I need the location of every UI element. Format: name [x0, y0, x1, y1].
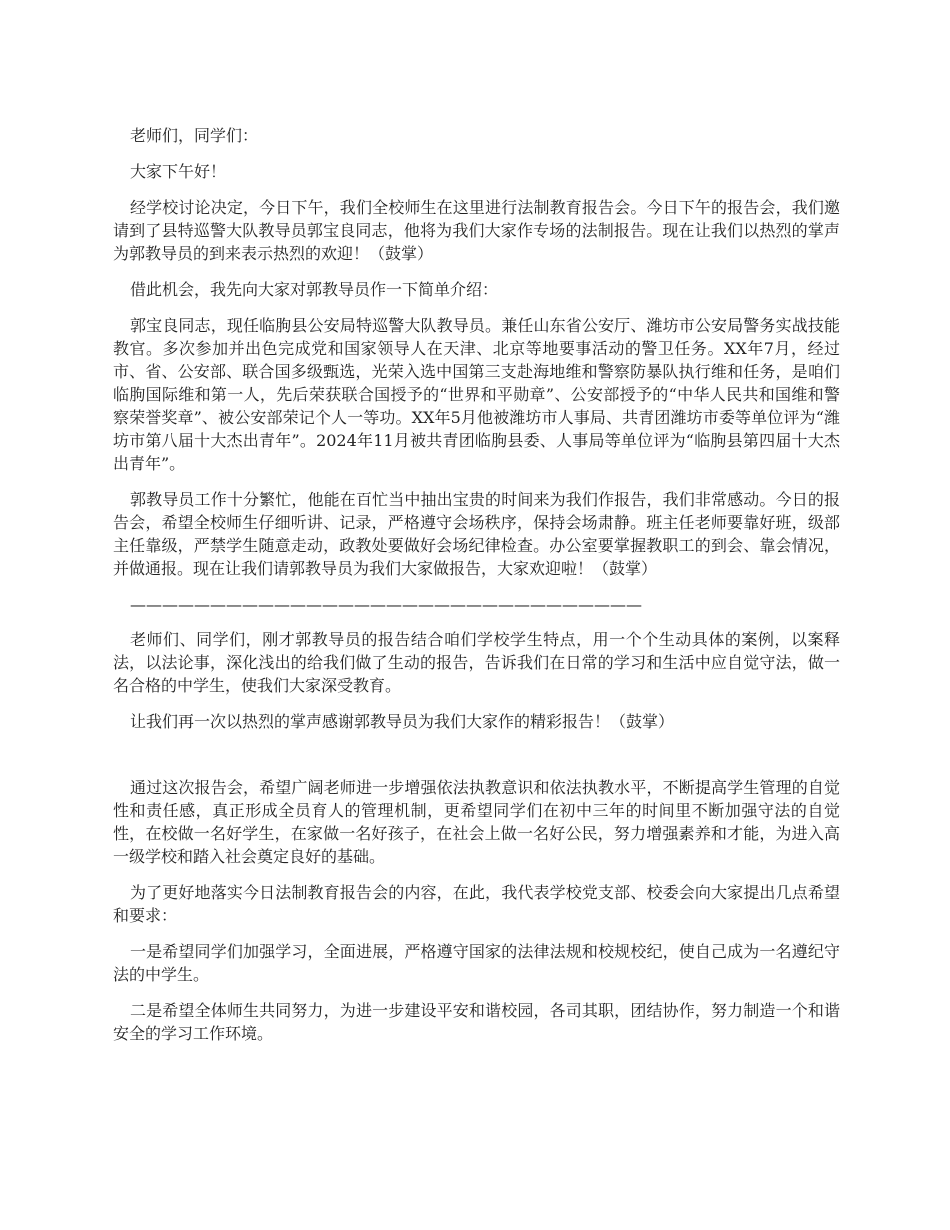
summary-paragraph: 老师们、同学们，刚才郭教导员的报告结合咱们学校学生特点，用一个个生动具体的案例，以案释法，以法论事，深化浅出的给我们做了生动的报告，告诉我们在日常的学习和生活中应自觉守法，做一名合格的中学生，使我们大家深受教育。 — [113, 630, 840, 695]
meeting-rules-paragraph: 郭教导员工作十分繁忙，他能在百忙当中抽出宝贵的时间来为我们作报告，我们非常感动。今日的报告会，希望全校师生仔细听讲、记录，严格遵守会场秩序，保持会场肃静。班主任老师要靠好班，级部主任靠级，严禁学生随意走动，政教处要做好会场纪律检查。办公室要掌握教职工的到会、靠会情况，并做通报。现在让我们请郭教导员为我们大家做报告，大家欢迎啦！（鼓掌） — [113, 490, 840, 578]
salutation-paragraph: 大家下午好！ — [130, 162, 227, 181]
thanks-paragraph: 让我们再一次以热烈的掌声感谢郭教导员为我们大家作的精彩报告！（鼓掌） — [130, 712, 675, 731]
document-body — [113, 124, 840, 1058]
requirement-two-paragraph: 二是希望全体师生共同努力，为进一步建设平安和谐校园，各司其职，团结协作，努力制造一个和谐安全的学习工作环境。 — [113, 1001, 840, 1043]
introduction-lead-paragraph: 借此机会，我先向大家对郭教导员作一下简单介绍： — [130, 280, 499, 299]
requirement-one-paragraph: 一是希望同学们加强学习，全面进展，严格遵守国家的法律法规和校规校纪，使自己成为一名遵纪守法的中学生。 — [113, 942, 840, 984]
requirements-lead-paragraph: 为了更好地落实今日法制教育报告会的内容，在此，我代表学校党支部、校委会向大家提出几点希望和要求： — [113, 883, 840, 925]
separator-line: ———————————————————————————————— — [130, 595, 642, 614]
greeting-paragraph: 老师们，同学们： — [130, 126, 259, 145]
speaker-bio-paragraph: 郭宝良同志，现任临朐县公安局特巡警大队教导员。兼任山东省公安厅、潍坊市公安局警务实战技能教官。多次参加并出色完成党和国家领导人在天津、北京等地要事活动的警卫任务。XX年7月，经过市、省、公安部、联合国多级甄选，光荣入选中国第三支赴海地维和警察防暴队执行维和任务，是咱们临朐国际维和第一人，先后荣获联合国授予的“世界和平勋章”、公安部授予的“中华人民共和国维和警察荣誉奖章”、被公安部荣记个人一等功。XX年5月他被潍坊市人事局、共青团潍坊市委等单位评为“潍坊市第八届十大杰出青年”。2024年11月被共青团临朐县委、人事局等单位评为“临朐县第四届十大杰出青年”。 — [113, 316, 840, 473]
opening-paragraph: 经学校讨论决定，今日下午，我们全校师生在这里进行法制教育报告会。今日下午的报告会，我们邀请到了县特巡警大队教导员郭宝良同志，他将为我们大家作专场的法制报告。现在让我们以热烈的掌声为郭教导员的到来表示热烈的欢迎！（鼓掌） — [113, 198, 840, 263]
section-gap — [113, 746, 840, 776]
expectation-paragraph: 通过这次报告会，希望广阔老师进一步增强依法执教意识和依法执教水平，不断提高学生管理的自觉性和责任感，真正形成全员育人的管理机制，更希望同学们在初中三年的时间里不断加强守法的自觉性，在校做一名好学生，在家做一名好孩子，在社会上做一名好公民，努力增强素养和才能，为进入高一级学校和踏入社会奠定良好的基础。 — [113, 778, 840, 866]
